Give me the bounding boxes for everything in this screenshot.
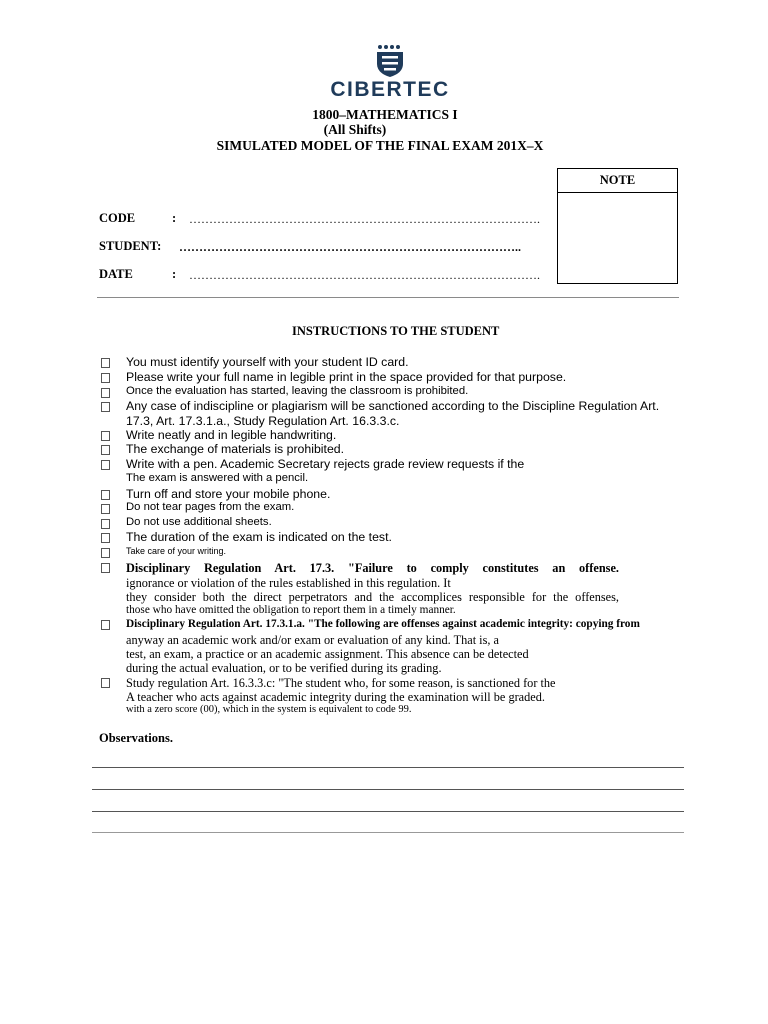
date-label: DATE bbox=[99, 267, 133, 281]
exam-title: SIMULATED MODEL OF THE FINAL EXAM 201X–X bbox=[216, 138, 544, 153]
checkbox-bullet-icon bbox=[101, 373, 110, 383]
cibertec-shield-logo-icon bbox=[371, 44, 409, 78]
instruction-item: Study regulation Art. 16.3.3.c: "The student who, for some reason, is sanctioned for the bbox=[126, 676, 556, 690]
instruction-item: Turn off and store your mobile phone. bbox=[126, 487, 331, 501]
observation-line[interactable] bbox=[92, 767, 684, 768]
instruction-item-cont: during the actual evaluation, or to be verified during its grading. bbox=[126, 661, 442, 675]
instruction-item-cont: with a zero score (00), which in the system is equivalent to code 99. bbox=[126, 704, 412, 715]
instruction-item-cont: A teacher who acts against academic integrity during the examination will be graded. bbox=[126, 690, 545, 704]
header-divider bbox=[97, 297, 679, 298]
instruction-item-cont: those who have omitted the obligation to report them in a timely manner. bbox=[126, 604, 456, 616]
instruction-item: Write neatly and in legible handwriting. bbox=[126, 428, 337, 442]
observations-label: Observations. bbox=[99, 731, 173, 745]
instruction-item: Take care of your writing. bbox=[126, 546, 227, 556]
instruction-item: Please write your full name in legible print in the space provided for that purpose. bbox=[126, 370, 567, 384]
instruction-item-cont: test, an exam, a practice or an academic assignment. This absence can be detected bbox=[126, 647, 529, 661]
checkbox-bullet-icon bbox=[101, 504, 110, 514]
cibertec-logo bbox=[330, 44, 450, 102]
instruction-item: The exchange of materials is prohibited. bbox=[126, 442, 345, 456]
code-label: CODE bbox=[99, 211, 136, 225]
checkbox-bullet-icon bbox=[101, 388, 110, 398]
observation-line[interactable] bbox=[92, 811, 684, 812]
instruction-item-cont: ignorance or violation of the rules established in this regulation. It bbox=[126, 576, 451, 590]
instruction-item: Do not tear pages from the exam. bbox=[126, 501, 295, 513]
checkbox-bullet-icon bbox=[101, 460, 110, 470]
student-label: STUDENT: bbox=[99, 239, 162, 253]
instruction-item: You must identify yourself with your student ID card. bbox=[126, 355, 409, 369]
checkbox-bullet-icon bbox=[101, 678, 110, 688]
date-colon: : bbox=[172, 267, 177, 281]
checkbox-bullet-icon bbox=[101, 358, 110, 368]
instruction-item: Disciplinary Regulation Art. 17.3. "Failure to comply constitutes an offense. bbox=[126, 561, 619, 575]
student-field[interactable]: ………………………………………………………………………….. bbox=[179, 240, 521, 254]
instruction-item: Once the evaluation has started, leaving the classroom is prohibited. bbox=[126, 385, 469, 397]
note-box-title: NOTE bbox=[558, 169, 677, 193]
checkbox-bullet-icon bbox=[101, 548, 110, 558]
instruction-item-cont: The exam is answered with a pencil. bbox=[126, 472, 309, 484]
instruction-item: Do not use additional sheets. bbox=[126, 516, 272, 528]
instruction-item: Write with a pen. Academic Secretary rejects grade review requests if the bbox=[126, 457, 525, 471]
instruction-item-cont: they consider both the direct perpetrators and the accomplices responsible for the offenses, bbox=[126, 590, 619, 604]
observation-line[interactable] bbox=[92, 789, 684, 790]
code-field[interactable]: ……………………………………………………………………………. bbox=[189, 212, 540, 226]
observation-line[interactable] bbox=[92, 832, 684, 833]
logo-text: CIBERTEC bbox=[330, 78, 450, 101]
instruction-item-cont: 17.3, Art. 17.3.1.a., Study Regulation Art. 16.3.3.c. bbox=[126, 414, 400, 428]
checkbox-bullet-icon bbox=[101, 563, 110, 573]
code-colon: : bbox=[172, 211, 177, 225]
checkbox-bullet-icon bbox=[101, 402, 110, 412]
instruction-item: The duration of the exam is indicated on the test. bbox=[126, 530, 392, 544]
course-title: 1800–MATHEMATICS I bbox=[312, 107, 458, 122]
instructions-title: INSTRUCTIONS TO THE STUDENT bbox=[292, 324, 500, 338]
date-field[interactable]: ……………………………………………………………………………. bbox=[189, 268, 540, 282]
checkbox-bullet-icon bbox=[101, 519, 110, 529]
checkbox-bullet-icon bbox=[101, 431, 110, 441]
instruction-item: Any case of indiscipline or plagiarism will be sanctioned according to the Discipline Regulation Art. bbox=[126, 399, 660, 413]
checkbox-bullet-icon bbox=[101, 533, 110, 543]
checkbox-bullet-icon bbox=[101, 620, 110, 630]
note-box[interactable] bbox=[557, 168, 678, 284]
checkbox-bullet-icon bbox=[101, 445, 110, 455]
checkbox-bullet-icon bbox=[101, 490, 110, 500]
shifts-subtitle: (All Shifts) bbox=[323, 122, 387, 137]
instruction-item: Disciplinary Regulation Art. 17.3.1.a. "The following are offenses against academic integrity: copying from bbox=[126, 618, 640, 630]
instruction-item-cont: anyway an academic work and/or exam or evaluation of any kind. That is, a bbox=[126, 633, 499, 647]
